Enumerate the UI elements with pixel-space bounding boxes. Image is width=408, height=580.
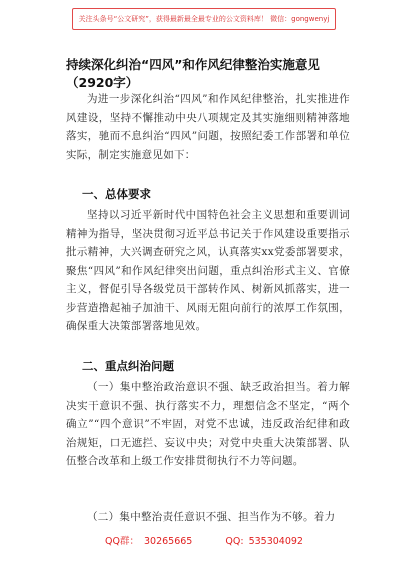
footer-qq: QQ: 535304092 (225, 536, 303, 547)
intro-paragraph: 为进一步深化纠治“四风”和作风纪律整治，扎实推进作风建设，坚持不懈推动中央八项规定及其实施细则精神落地落实，驰而不息纠治“四风”问题，按照纪委工作部署和单位实际，制定实施意见如下： (66, 93, 350, 161)
footer-qq-group: QQ群： 30265665 (105, 536, 193, 547)
page-title: 持续深化纠治“四风”和作风纪律整治实施意见（2920字） (66, 57, 320, 90)
footer-contact (0, 533, 408, 547)
header-banner (72, 8, 336, 30)
header-banner-text: 关注头条号“公文研究”，获得最新最全最专业的公文资料库！ 微信：gongwenyj (78, 15, 330, 23)
key-issue-item-1: （一）集中整治政治意识不强、缺乏政治担当。着力解决实干意识不强、执行落实不力，理想信念不坚定，“两个确立”“四个意识”不牢固，对党不忠诚，违反政治纪律和政治规矩，口无遮拦、妄议中央；对党中央重大决策部署、队伍整合改革和上级工作安排贯彻执行不力等问题。 (66, 381, 350, 467)
section-heading-key-issues: 二、重点纠治问题 (82, 359, 174, 373)
general-requirements-paragraph: 坚持以习近平新时代中国特色社会主义思想和重要训词精神为指导，坚决贯彻习近平总书记关于作风建设重要指示批示精神，大兴调查研究之风，认真落实xx党委部署要求，聚焦“四风”和作风纪律突出问题，重点纠治形式主义、官僚主义，督促引导各级党员干部转作风、树新风抓落实，进一步营造撸起袖子加油干、风雨无阻向前行的浓厚工作氛围，确保重大决策部署落地见效。 (66, 209, 350, 332)
key-issue-item-2: （二）集中整治责任意识不强、担当作为不够。着力 (87, 511, 336, 523)
section-heading-general-requirements: 一、总体要求 (82, 187, 151, 201)
